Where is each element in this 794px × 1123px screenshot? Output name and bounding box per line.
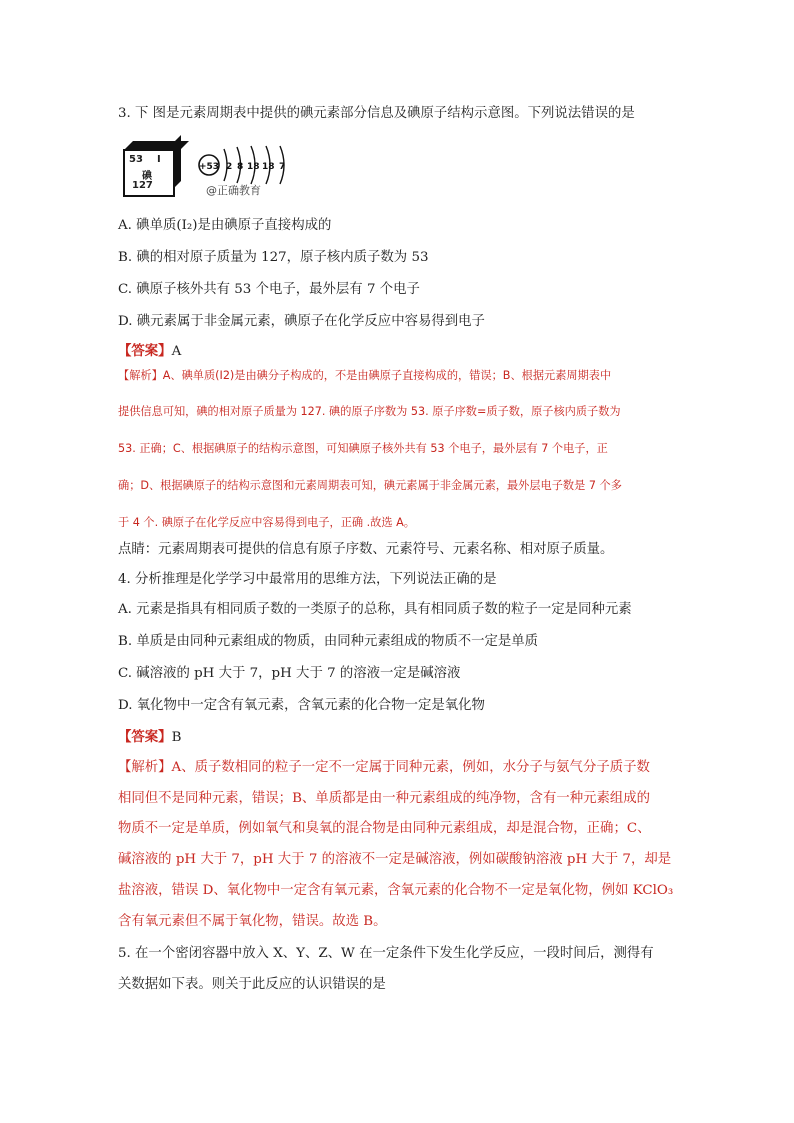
q3-tip: 点睛：元素周期表可提供的信息有原子序数、元素符号、元素名称、相对原子质量。 [118,542,614,557]
element-symbol: I [157,154,161,165]
q3-analysis-line-3: 53. 正确；C、根据碘原子的结构示意图，可知碘原子核外共有 53 个电子，最外层有 7 个电子，正 [118,442,608,455]
q4-analysis-line-5: 盐溶液，错误 D、氧化物中一定含有氧元素，含氧元素的化合物不一定是氧化物，例如 KClO₃ [118,883,674,898]
answer-label: 【答案】 [118,729,172,745]
answer-value: B [171,730,182,745]
q3-analysis-line-5: 于 4 个. 碘原子在化学反应中容易得到电子，正确 .故选 A。 [118,516,415,529]
q4-analysis-line-6: 含有氧元素但不属于氧化物，错误。故选 B。 [118,914,387,929]
atomic-number: 53 [129,154,143,165]
q4-option-d: D. 氧化物中一定含有氧元素，含氧元素的化合物一定是氧化物 [118,698,485,713]
q3-analysis-line-1: 【解析】A、碘单质(I2)是由碘分子构成的，不是由碘原子直接构成的，错误；B、根据元素周期表中 [118,369,612,382]
q4-analysis-line-2: 相同但不是同种元素，错误；B、单质都是由一种元素组成的纯净物，含有一种元素组成的 [118,791,651,806]
q4-option-c: C. 碱溶液的 pH 大于 7，pH 大于 7 的溶液一定是碱溶液 [118,666,461,681]
nucleus-label: +53 [198,162,220,172]
q5-stem-line-1: 5. 在一个密闭容器中放入 X、Y、Z、W 在一定条件下发生化学反应，一段时间后，测得有 [118,946,654,961]
q3-stem: 3. 下 图是元素周期表中提供的碘元素部分信息及碘原子结构示意图。下列说法错误的是 [118,106,635,121]
iodine-figure [120,140,300,204]
q3-answer [118,341,181,362]
q3-analysis-line-2: 提供信息可知，碘的相对原子质量为 127. 碘的原子序数为 53. 原子序数=质子数，原子核内质子数为 [118,405,621,418]
q3-analysis-line-4: 确；D、根据碘原子的结构示意图和元素周期表可知，碘元素属于非金属元素，最外层电子数是 7 个多 [118,479,622,492]
atomic-mass: 127 [132,180,153,191]
answer-value: A [171,344,182,359]
shell-electrons-4: 18 [262,162,275,172]
q3-option-d: D. 碘元素属于非金属元素，碘原子在化学反应中容易得到电子 [118,314,485,329]
q4-option-b: B. 单质是由同种元素组成的物质，由同种元素组成的物质不一定是单质 [118,634,539,649]
element-name: 碘 [142,171,152,182]
q4-answer [118,727,181,748]
q4-analysis-line-4: 碱溶液的 pH 大于 7，pH 大于 7 的溶液不一定是碱溶液，例如碳酸钠溶液 pH 大于 7，却是 [118,852,672,867]
q3-option-c: C. 碘原子核外共有 53 个电子，最外层有 7 个电子 [118,282,420,297]
shell-electrons-1: 2 [226,162,233,172]
shell-electrons-2: 8 [237,162,244,172]
q5-stem-line-2: 关数据如下表。则关于此反应的认识错误的是 [118,977,386,992]
q4-analysis-line-3: 物质不一定是单质，例如氧气和臭氧的混合物是由同种元素组成，却是混合物，正确；C、 [118,821,651,836]
q4-stem: 4. 分析推理是化学学习中最常用的思维方法，下列说法正确的是 [118,572,497,587]
q4-option-a: A. 元素是指具有相同质子数的一类原子的总称，具有相同质子数的粒子一定是同种元素 [118,602,632,617]
q4-analysis-line-1: 【解析】A、质子数相同的粒子一定不一定属于同种元素，例如，水分子与氨气分子质子数 [118,760,650,775]
watermark: @正确教育 [206,184,261,197]
shell-electrons-3: 18 [247,162,260,172]
answer-label: 【答案】 [118,343,172,359]
q3-option-b: B. 碘的相对原子质量为 127，原子核内质子数为 53 [118,250,429,265]
shell-electrons-5: 7 [279,162,286,172]
q3-option-a: A. 碘单质(I₂)是由碘原子直接构成的 [118,218,332,233]
